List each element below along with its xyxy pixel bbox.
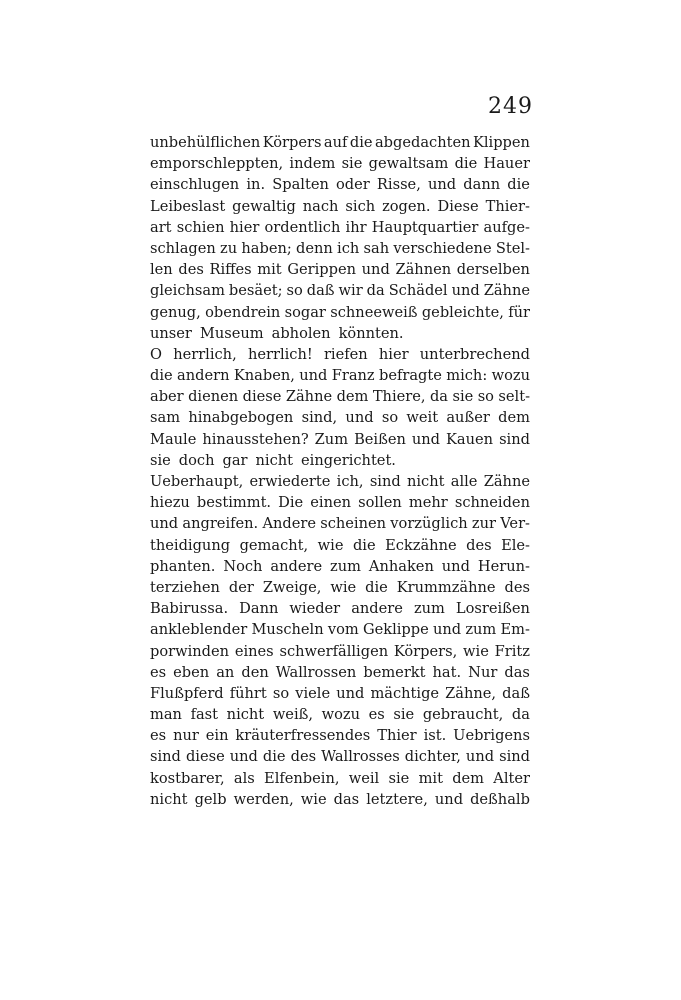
word: und [150,515,179,533]
word: nicht [255,451,294,469]
word: es [368,706,385,724]
word: sind [499,748,530,766]
word: sind [369,473,401,490]
word: es [150,663,167,681]
word: auf [323,134,348,151]
word: diese [185,748,225,766]
word: sah [363,239,390,257]
word: und [441,557,470,575]
word: die [507,176,530,194]
text-line [150,577,530,598]
word: hinausstehen? [202,430,309,448]
word: sie [393,706,415,724]
word: Körpers [262,134,322,151]
word: mit [257,261,282,279]
word: wozu [491,367,530,385]
word: wozu [321,706,360,724]
word: so [477,388,494,406]
word: vorzüglich [390,515,468,533]
word: Maule [150,430,197,448]
word: Diese [437,197,479,215]
text-line [150,450,530,471]
word: dem [336,388,369,406]
word: für [508,303,530,321]
word: Zähne [483,282,530,300]
word: sind [499,430,530,448]
word: Riffes [209,261,252,279]
word: art [150,218,172,236]
word: Fritz [494,642,530,660]
word: fast [190,706,219,724]
word: mich: [446,367,488,385]
word: Klippen [472,134,530,151]
word: Noch [223,557,263,575]
word: und [336,684,365,702]
word: Zähne, [445,684,497,702]
text-line [150,238,530,259]
word: Ueberhaupt, [150,473,244,490]
text-line [150,725,530,746]
word: ankleblender [150,621,248,639]
word: so [381,409,399,427]
text-line [150,535,530,556]
word: da [366,282,385,300]
word: Hauptquartier [371,218,479,236]
word: andere [270,557,323,575]
word: zur [471,515,496,533]
word: mit [418,769,443,787]
word: theidigung [150,536,231,554]
word: Spalten [272,176,329,194]
word: sie [452,388,474,406]
word: gleichsam [150,282,225,300]
text-line [150,768,530,789]
word: und [345,409,374,427]
word: terziehen [150,578,220,596]
word: Schädel [388,282,448,300]
word: sie [150,451,171,469]
word: und [411,430,441,448]
text-line [150,132,530,153]
word: sind [150,748,181,766]
word: bestimmt. [196,494,272,512]
word: Ele- [501,536,530,554]
word: emporschleppten, [150,155,284,173]
word: Franz [331,367,375,385]
word: sam [150,409,181,427]
text-line [150,174,530,195]
text-line [150,619,530,640]
word: unser [150,324,192,342]
text-line [150,386,530,407]
word: unterbrechend [419,345,530,363]
word: phanten. [150,557,216,575]
word: und [428,176,457,194]
word: erwiederte [249,473,331,490]
word: verschiedene [393,239,492,257]
text-line [150,407,530,428]
word: befragte [378,367,442,385]
word: besäet; [228,282,283,300]
word: dichter, [404,748,461,766]
word: wie [330,578,357,596]
word: nach [302,197,339,215]
word: Museum [199,324,264,342]
text-line [150,683,530,704]
word: schien [176,218,225,236]
text-line [150,641,530,662]
word: Muscheln [251,621,324,639]
text-line [150,217,530,238]
word: gewaltsam [368,155,449,173]
word: oder [336,176,370,194]
word: angreifen. [182,515,259,533]
word: abholen [271,324,331,342]
word: gar [222,451,248,469]
text-line [150,259,530,280]
text-line [150,513,530,534]
word: Zweige, [262,578,322,596]
word: wie [463,642,489,660]
word: des [504,578,530,596]
word: abgedachten [374,134,471,151]
word: Ver- [500,515,530,533]
word: Hauer [483,155,530,173]
word: eines [234,642,274,660]
word: das [504,663,530,681]
word: genug, [150,303,201,321]
word: Zähne [483,473,530,490]
word: herrlich, [173,345,237,363]
word: dienen [188,388,239,406]
word: mehr [408,494,448,512]
word: derselben [456,261,530,279]
word: hier [378,345,409,363]
word: scheinen [320,515,387,533]
word: sich [345,197,376,215]
word: ihr [345,218,367,236]
word: eingerichtet. [301,451,396,469]
word: Zähne [285,388,333,406]
word: an [216,663,235,681]
word: gebleichte, [421,303,504,321]
word: Nur [468,663,498,681]
word: viele [295,684,331,702]
page-number: 249 [488,94,533,119]
word: Zähnen [395,261,452,279]
word: des [178,261,204,279]
word: diese [242,388,282,406]
text-line [150,598,530,619]
word: dann [463,176,501,194]
word: hier [229,218,260,236]
word: und [229,748,258,766]
word: porwinden [150,642,230,660]
word: sind, [301,409,338,427]
word: hiezu [150,494,190,512]
word: wieder [289,600,341,618]
word: zogen. [382,197,431,215]
word: wie [317,536,344,554]
word: die [262,748,286,766]
word: Wallrosses [321,748,400,766]
word: des [466,536,492,554]
text-line [150,196,530,217]
text-line [150,280,530,301]
word: die [365,578,388,596]
word: Anhaken [368,557,434,575]
word: kräuterfressendes [235,727,371,745]
word: und [361,261,390,279]
word: unbehülflichen [150,134,261,151]
word: weil [348,769,380,787]
word: Thiere, [372,388,426,406]
word: herrlich! [247,345,313,363]
word: werden, [233,790,294,808]
word: eben [173,663,210,681]
word: riefen [323,345,368,363]
word: weit [406,409,439,427]
word: da [511,706,530,724]
word: nur [173,727,199,745]
word: in. [246,176,266,194]
word: gebraucht, [422,706,504,724]
word: haben; [241,239,292,257]
word: ein [205,727,229,745]
word: sie [341,155,363,173]
word: O [150,345,162,363]
word: könnten. [338,324,404,342]
text-line [150,323,530,344]
word: ich, [336,473,364,490]
word: wie [300,790,327,808]
word: Uebrigens [453,727,530,745]
word: ich [337,239,360,257]
word: Gerippen [287,261,356,279]
word: und [451,282,480,300]
word: bemerkt [363,663,426,681]
word: Thier [377,727,417,745]
word: ordentlich [264,218,341,236]
word: andern [177,367,230,385]
word: nicht [406,473,445,490]
text-line [150,746,530,767]
text-line [150,302,530,323]
word: Knaben, [233,367,295,385]
word: einschlugen [150,176,240,194]
word: letztere, [366,790,428,808]
word: Kauen [446,430,494,448]
word: und [299,367,328,385]
word: zum [465,621,497,639]
word: außer [446,409,490,427]
word: Dann [239,600,279,618]
word: schwerfälligen [279,642,389,660]
word: daß [306,282,335,300]
word: einen [310,494,352,512]
word: Thier- [485,197,530,215]
text-line [150,344,530,365]
word: den [241,663,269,681]
word: und [465,748,495,766]
text-line [150,662,530,683]
word: Losreißen [455,600,530,618]
word: da [429,388,449,406]
word: Leibeslast [150,197,226,215]
word: hat. [432,663,462,681]
word: sollen [358,494,402,512]
word: wir [338,282,363,300]
word: schlagen [150,239,216,257]
word: Stel- [495,239,530,257]
word: Krummzähne [396,578,496,596]
word: man [150,706,182,724]
word: deßhalb [470,790,530,808]
text-line [150,556,530,577]
word: denn [296,239,333,257]
text-line [150,153,530,174]
word: führt [229,684,267,702]
word: schneiden [454,494,530,512]
word: daß [502,684,530,702]
word: so [286,282,303,300]
word: und [432,621,462,639]
word: vom [327,621,359,639]
word: gewaltig [232,197,296,215]
word: obendrein [205,303,281,321]
word: die [352,536,376,554]
word: Andere [262,515,316,533]
word: Die [278,494,304,512]
text-line [150,429,530,450]
word: indem [289,155,336,173]
word: und [434,790,464,808]
word: sogar [284,303,326,321]
word: gemacht, [239,536,309,554]
word: schneeweiß [330,303,418,321]
word: des [290,748,317,766]
text-line [150,492,530,513]
word: nicht [226,706,265,724]
word: das [333,790,360,808]
word: Beißen [354,430,406,448]
word: der [228,578,254,596]
word: Em- [500,621,530,639]
word: andere [351,600,403,618]
word: die [349,134,373,151]
word: Babirussa. [150,600,229,618]
word: Herun- [477,557,530,575]
word: Elfenbein, [264,769,340,787]
word: Wallrossen [275,663,357,681]
word: selt- [498,388,530,406]
word: als [233,769,255,787]
word: Geklippe [362,621,429,639]
word: alle [450,473,478,490]
body-text [150,132,530,810]
word: zu [220,239,238,257]
word: Risse, [376,176,421,194]
word: zum [330,557,361,575]
word: die [454,155,478,173]
word: Flußpferd [150,684,224,702]
word: zum [413,600,445,618]
word: Alter [493,769,530,787]
text-line [150,789,530,810]
word: mächtige [370,684,440,702]
word: kostbarer, [150,769,225,787]
word: gelb [194,790,227,808]
word: es [150,727,167,745]
word: dem [498,409,530,427]
word: ist. [423,727,447,745]
word: Körpers, [393,642,458,660]
word: Eckzähne [385,536,457,554]
word: weiß, [272,706,313,724]
word: die [150,367,173,385]
word: dem [452,769,485,787]
word: len [150,261,173,279]
word: aber [150,388,184,406]
text-line [150,471,530,492]
text-line [150,365,530,386]
word: doch [178,451,215,469]
word: nicht [150,790,188,808]
word: aufge- [483,218,530,236]
word: hinabgebogen [188,409,294,427]
word: sie [388,769,410,787]
word: Zum [314,430,349,448]
word: so [272,684,290,702]
text-line [150,704,530,725]
